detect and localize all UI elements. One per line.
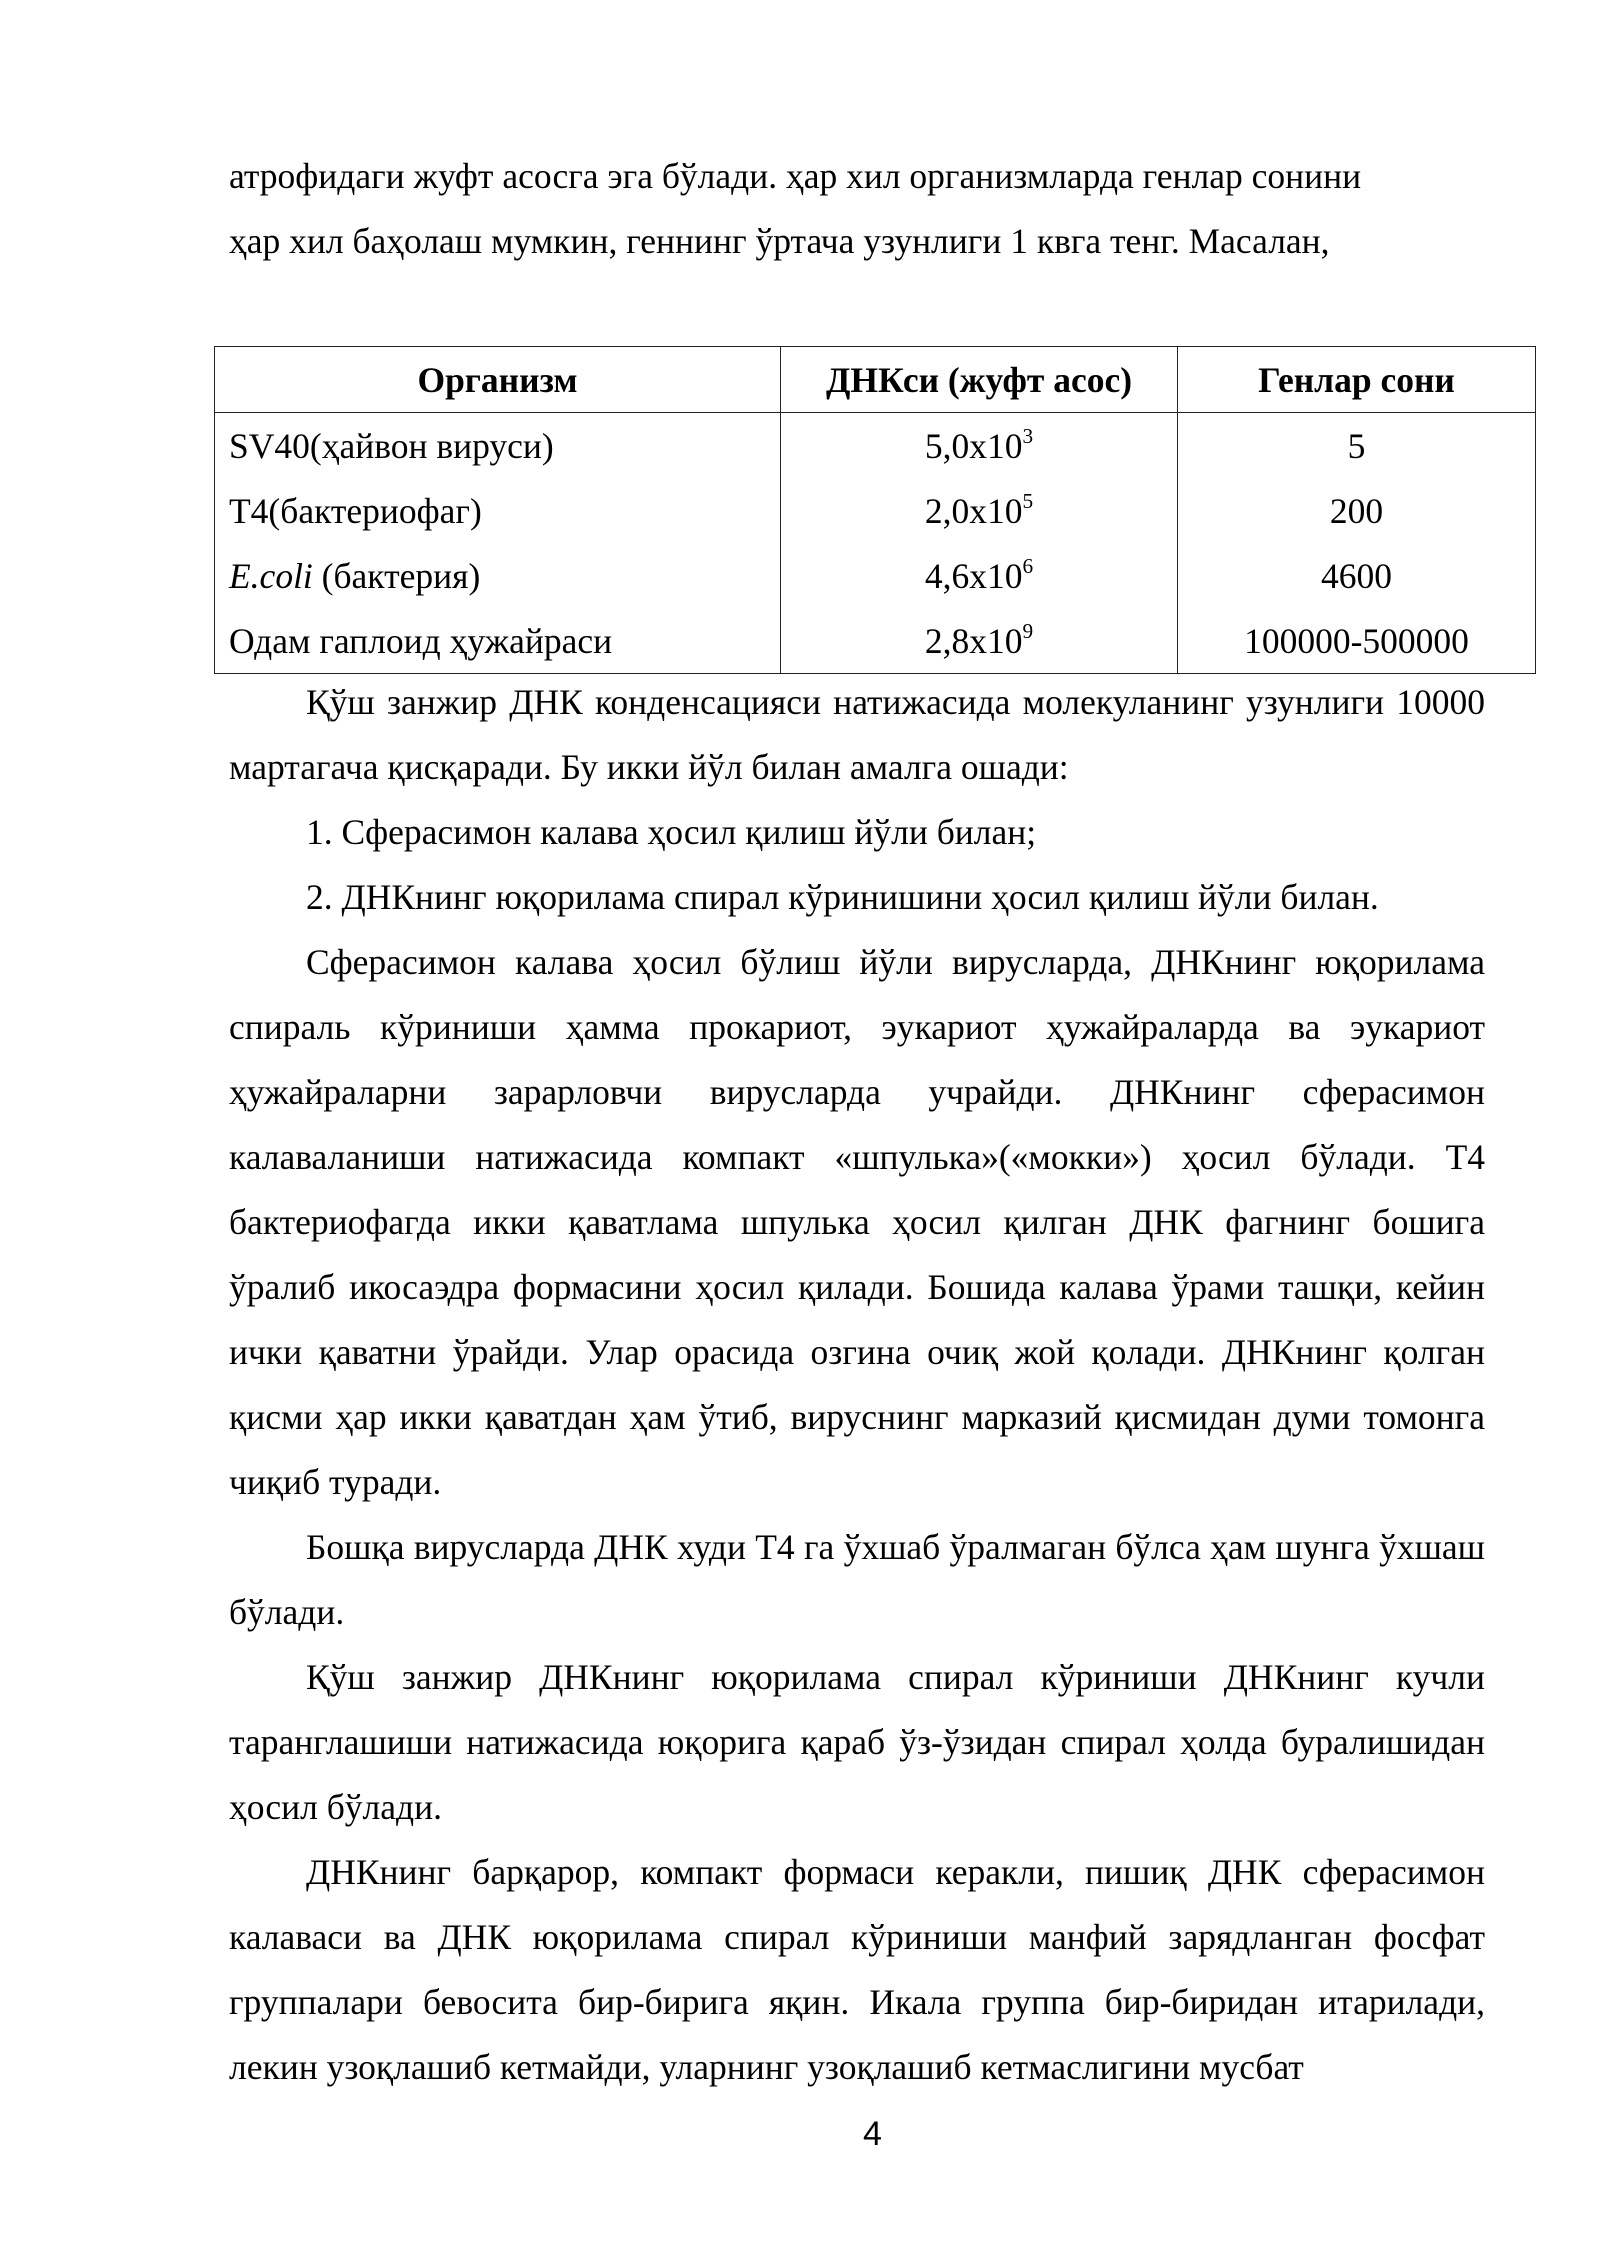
table-row [215, 608, 1536, 674]
paragraph-4: Қўш занжир ДНКнинг юқорилама спирал кўриниши ДНКнинг кучли таранглашиши натижасида юқорига қараб ўз-ўзидан спирал ҳолда буралишидан ҳосил бўлади. [229, 1657, 1485, 1827]
paragraph-2: Сферасимон калава ҳосил бўлиш йўли вирусларда, ДНКнинг юқорилама спираль кўриниши ҳамма прокариот, эукариот ҳужайраларда ва эукариот ҳужайраларни зарарловчи вирусларда учрайди. ДНКнинг сферасимон калаваланиши натижасида компакт «шпулька»(«мокки») ҳосил бўлади. T4 бактериофагда икки қаватлама шпулька ҳосил қилган ДНК фагнинг бошига ўралиб икосаэдра формасини ҳосил қилади. Бошида калава ўрами ташқи, кейин ички қаватни ўрайди. Улар орасида озгина очиқ жой қолади. ДНКнинг қолган қисми ҳар икки қаватдан ҳам ўтиб, вируснинг марказий қисмидан думи томонга чиқиб туради. [229, 942, 1485, 1502]
header-dna: ДНКси (жуфт асос) [781, 347, 1178, 413]
table-row [215, 413, 1536, 479]
dna-cell: $2,0x10^5$ [781, 478, 1178, 543]
dna-cell: $2,8x10^9$ [781, 608, 1178, 674]
dna-cell: $4,6x10^6$ [781, 543, 1178, 608]
header-organism: Организм [215, 347, 781, 413]
genome-table [214, 346, 1536, 674]
intro-line-2: ҳар хил баҳолаш мумкин, геннинг ўртача узунлиги 1 квга тенг. Масалан, [229, 221, 1330, 261]
organism-cell: SV40(ҳайвон вируси) [215, 413, 781, 479]
dna-cell: $5,0x10^3$ [781, 413, 1178, 479]
organism-cell: Одам гаплоид ҳужайраси [215, 608, 781, 674]
list-item-2: 2. ДНКнинг юқорилама спирал кўринишини ҳосил қилиш йўли билан. [306, 877, 1379, 917]
header-genes: Генлар сони [1178, 347, 1536, 413]
genes-cell: 5 [1178, 413, 1536, 479]
list-item-1: 1. Сферасимон калава ҳосил қилиш йўли билан; [306, 812, 1037, 852]
paragraph-1: Қўш занжир ДНК конденсацияси натижасида молекуланинг узунлиги 10000 мартагача қисқаради. Бу икки йўл билан амалга ошади: [229, 682, 1485, 787]
organism-cell: T4(бактериофаг) [215, 478, 781, 543]
page-number: 4 [863, 2115, 882, 2153]
paragraph-5: ДНКнинг барқарор, компакт формаси керакли, пишиқ ДНК сферасимон калаваси ва ДНК юқорилама спирал кўриниши манфий зарядланган фосфат группалари бевосита бир-бирига яқин. Икала группа бир-биридан итарилади, лекин узоқлашиб кетмайди, уларнинг узоқлашиб кетмаслигини мусбат [229, 1852, 1485, 2087]
paragraph-3: Бошқа вирусларда ДНК худи T4 га ўхшаб ўралмаган бўлса ҳам шунга ўхшаш бўлади. [229, 1527, 1485, 1632]
organism-cell: E.coli (бактерия) [215, 543, 781, 608]
intro-line-1: атрофидаги жуфт асосга эга бўлади. ҳар хил организмларда генлар сонини [229, 156, 1362, 196]
genes-cell: 100000-500000 [1178, 608, 1536, 674]
table-header-row [215, 347, 1536, 413]
table-row [215, 478, 1536, 543]
genes-cell: 4600 [1178, 543, 1536, 608]
table-row [215, 543, 1536, 608]
genes-cell: 200 [1178, 478, 1536, 543]
